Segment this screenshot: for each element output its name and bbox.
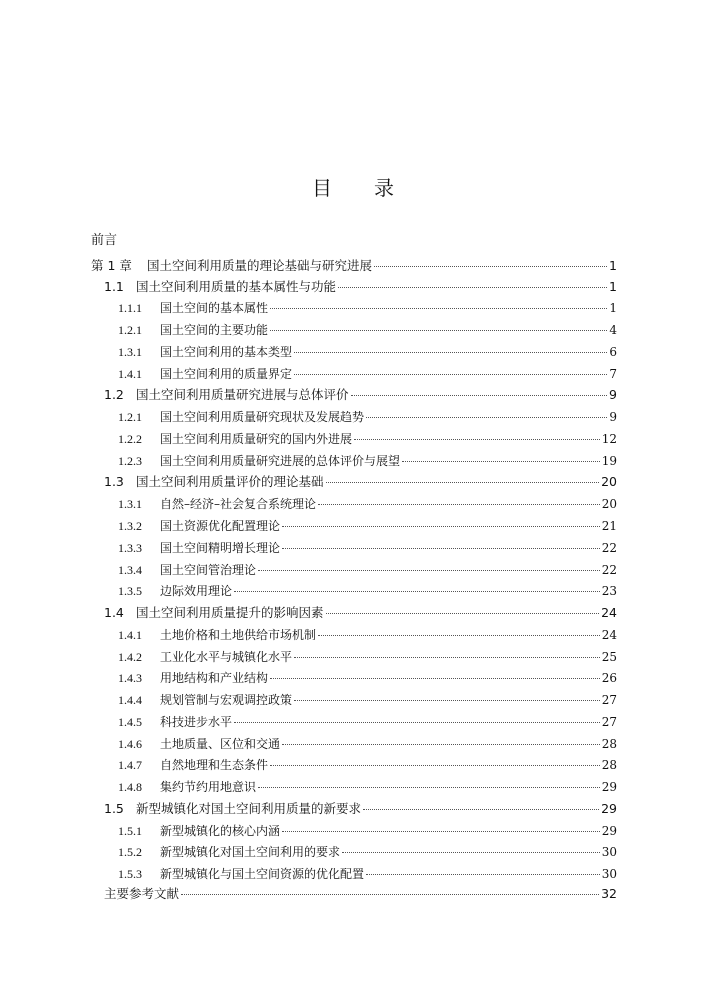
toc-entry[interactable]: 1.4.5 科技进步水平 27 bbox=[118, 715, 617, 729]
toc-entry[interactable]: 1.3.2 国土资源优化配置理论 21 bbox=[118, 519, 617, 533]
toc-entry[interactable]: 1.2.1 国土空间的主要功能 4 bbox=[118, 323, 617, 337]
toc-entry[interactable]: 1.5 新型城镇化对国土空间利用质量的新要求 29 bbox=[104, 801, 617, 816]
toc-entry[interactable]: 1.3.1 国土空间利用的基本类型 6 bbox=[118, 345, 617, 359]
toc-entry[interactable]: 1.3.5 边际效用理论 23 bbox=[118, 584, 617, 598]
toc-entry[interactable]: 1.5.3 新型城镇化与国土空间资源的优化配置 30 bbox=[118, 867, 617, 881]
toc-entry[interactable]: 1.2.1 国土空间利用质量研究现状及发展趋势 9 bbox=[118, 410, 617, 424]
toc-preface[interactable]: 前言 bbox=[91, 233, 118, 248]
references-label: 主要参考文献 bbox=[104, 886, 180, 901]
toc-entry[interactable]: 1.3.1 自然–经济–社会复合系统理论 20 bbox=[118, 497, 617, 511]
toc-entry[interactable]: 1.3 国土空间利用质量评价的理论基础 20 bbox=[104, 474, 617, 489]
toc-references[interactable] bbox=[104, 884, 617, 904]
leader-dots bbox=[181, 893, 599, 895]
toc-entry[interactable]: 1.3.4 国土空间管治理论 22 bbox=[118, 563, 617, 577]
toc-entry[interactable]: 1.2 国土空间利用质量研究进展与总体评价 9 bbox=[104, 387, 617, 402]
toc-entry[interactable]: 1.3.3 国土空间精明增长理论 22 bbox=[118, 541, 617, 555]
toc-entry[interactable]: 1.5.2 新型城镇化对国土空间利用的要求 30 bbox=[118, 845, 617, 859]
chapter-label: 国土空间利用质量的理论基础与研究进展 bbox=[147, 258, 373, 273]
page-title bbox=[0, 172, 706, 201]
title-char-1: 目 bbox=[312, 176, 332, 200]
toc-chapter-1[interactable] bbox=[91, 256, 617, 276]
chapter-number: 第 1 章 bbox=[91, 258, 132, 273]
toc-entry[interactable]: 1.4.8 集约节约用地意识 29 bbox=[118, 780, 617, 794]
toc-entry[interactable]: 1.5.1 新型城镇化的核心内涵 29 bbox=[118, 824, 617, 838]
toc-entry[interactable]: 1.4.4 规划管制与宏观调控政策 27 bbox=[118, 693, 617, 707]
leader-dots bbox=[374, 265, 607, 267]
toc-entry[interactable]: 1.1.1 国土空间的基本属性 1 bbox=[118, 301, 617, 315]
toc-entry[interactable]: 1.4 国土空间利用质量提升的影响因素 24 bbox=[104, 605, 617, 620]
toc-entry[interactable]: 1.4.3 用地结构和产业结构 26 bbox=[118, 671, 617, 685]
toc-entry[interactable]: 1.1 国土空间利用质量的基本属性与功能 1 bbox=[104, 279, 617, 294]
toc-entry[interactable]: 1.4.1 国土空间利用的质量界定 7 bbox=[118, 367, 617, 381]
toc-entry[interactable]: 1.4.2 工业化水平与城镇化水平 25 bbox=[118, 650, 617, 664]
references-page: 32 bbox=[601, 886, 617, 901]
toc-entry[interactable]: 1.4.1 土地价格和土地供给市场机制 24 bbox=[118, 628, 617, 642]
toc-entry[interactable]: 1.4.7 自然地理和生态条件 28 bbox=[118, 758, 617, 772]
toc-entry[interactable]: 1.2.3 国土空间利用质量研究进展的总体评价与展望 19 bbox=[118, 454, 617, 468]
toc-entry[interactable]: 1.4.6 土地质量、区位和交通 28 bbox=[118, 737, 617, 751]
chapter-page: 1 bbox=[609, 258, 617, 273]
toc-entry[interactable]: 1.2.2 国土空间利用质量研究的国内外进展 12 bbox=[118, 432, 617, 446]
title-char-2: 录 bbox=[374, 176, 394, 200]
